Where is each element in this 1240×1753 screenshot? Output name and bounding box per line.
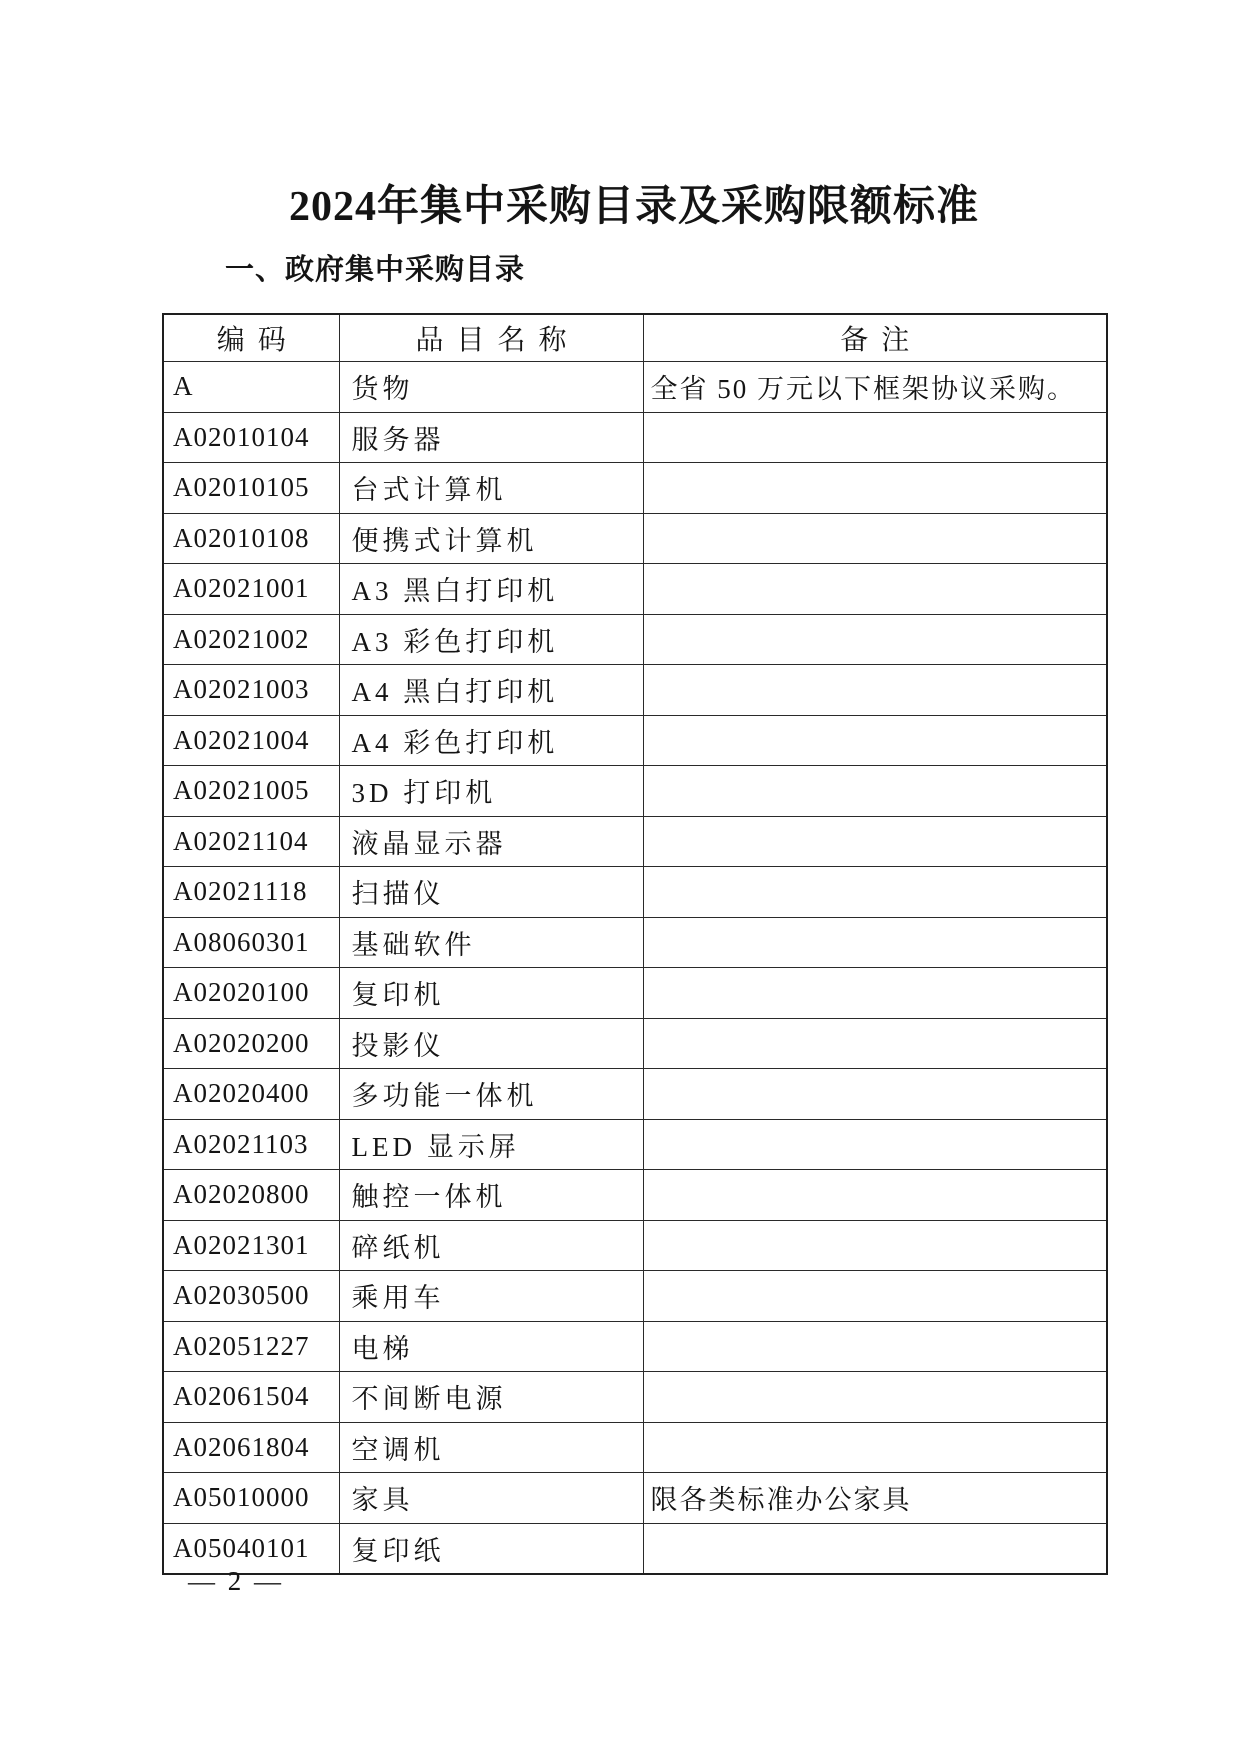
item-name-cell: 不间断电源 (339, 1372, 643, 1423)
code-cell: A02061504 (163, 1372, 339, 1423)
code-cell: A02020800 (163, 1170, 339, 1221)
table-row (163, 1220, 1107, 1271)
remarks-cell (643, 1321, 1107, 1372)
remarks-cell (643, 513, 1107, 564)
remarks-cell (643, 1069, 1107, 1120)
table-header-item-name: 品目名称 (339, 314, 643, 362)
remarks-cell (643, 412, 1107, 463)
remarks-cell (643, 1170, 1107, 1221)
remarks-cell (643, 564, 1107, 615)
procurement-catalog-table (162, 313, 1108, 1575)
table-row (163, 614, 1107, 665)
item-name-cell: 空调机 (339, 1422, 643, 1473)
remarks-cell (643, 1422, 1107, 1473)
code-cell: A02010108 (163, 513, 339, 564)
remarks-cell (643, 1119, 1107, 1170)
item-name-cell: 多功能一体机 (339, 1069, 643, 1120)
item-name-cell: 复印机 (339, 968, 643, 1019)
code-cell: A (163, 362, 339, 413)
table-header-remarks: 备注 (643, 314, 1107, 362)
table-row (163, 665, 1107, 716)
remarks-cell (643, 968, 1107, 1019)
item-name-cell: 3D 打印机 (339, 766, 643, 817)
table-row (163, 1170, 1107, 1221)
code-cell: A02021118 (163, 867, 339, 918)
item-name-cell: 复印纸 (339, 1523, 643, 1574)
item-name-cell: 货物 (339, 362, 643, 413)
code-cell: A02021103 (163, 1119, 339, 1170)
remarks-cell (643, 715, 1107, 766)
code-cell: A02061804 (163, 1422, 339, 1473)
remarks-cell: 全省 50 万元以下框架协议采购。 (643, 362, 1107, 413)
code-cell: A02021004 (163, 715, 339, 766)
table-row (163, 1422, 1107, 1473)
table-body (163, 362, 1107, 1575)
item-name-cell: LED 显示屏 (339, 1119, 643, 1170)
remarks-cell (643, 665, 1107, 716)
item-name-cell: A4 黑白打印机 (339, 665, 643, 716)
table-row (163, 1018, 1107, 1069)
remarks-cell (643, 917, 1107, 968)
remarks-cell (643, 1018, 1107, 1069)
table-row (163, 867, 1107, 918)
item-name-cell: A3 黑白打印机 (339, 564, 643, 615)
item-name-cell: 液晶显示器 (339, 816, 643, 867)
table-row (163, 1271, 1107, 1322)
code-cell: A02030500 (163, 1271, 339, 1322)
remarks-cell: 限各类标准办公家具 (643, 1473, 1107, 1524)
table-row (163, 1372, 1107, 1423)
item-name-cell: 基础软件 (339, 917, 643, 968)
code-cell: A02021002 (163, 614, 339, 665)
table-header-row (163, 314, 1107, 362)
code-cell: A02010105 (163, 463, 339, 514)
remarks-cell (643, 1372, 1107, 1423)
item-name-cell: A4 彩色打印机 (339, 715, 643, 766)
remarks-cell (643, 1523, 1107, 1574)
section-heading: 一、政府集中采购目录 (225, 254, 526, 287)
code-cell: A02021104 (163, 816, 339, 867)
table-row (163, 1321, 1107, 1372)
item-name-cell: 服务器 (339, 412, 643, 463)
remarks-cell (643, 463, 1107, 514)
code-cell: A02020400 (163, 1069, 339, 1120)
remarks-cell (643, 867, 1107, 918)
code-cell: A08060301 (163, 917, 339, 968)
table-row (163, 1119, 1107, 1170)
table-row (163, 463, 1107, 514)
table-row (163, 1523, 1107, 1574)
code-cell: A02051227 (163, 1321, 339, 1372)
item-name-cell: 电梯 (339, 1321, 643, 1372)
table-row (163, 513, 1107, 564)
code-cell: A05010000 (163, 1473, 339, 1524)
item-name-cell: 触控一体机 (339, 1170, 643, 1221)
item-name-cell: 投影仪 (339, 1018, 643, 1069)
table-row (163, 412, 1107, 463)
item-name-cell: 家具 (339, 1473, 643, 1524)
item-name-cell: 便携式计算机 (339, 513, 643, 564)
table-row (163, 1069, 1107, 1120)
code-cell: A02020100 (163, 968, 339, 1019)
page-number: — 2 — (188, 1566, 284, 1596)
table-row (163, 968, 1107, 1019)
item-name-cell: A3 彩色打印机 (339, 614, 643, 665)
table-row (163, 362, 1107, 413)
table-row (163, 564, 1107, 615)
code-cell: A02010104 (163, 412, 339, 463)
page-title: 2024年集中采购目录及采购限额标准 (288, 184, 979, 230)
table-row (163, 816, 1107, 867)
code-cell: A05040101 (163, 1523, 339, 1574)
document-page (162, 185, 1106, 1575)
table-header (163, 314, 1107, 362)
item-name-cell: 碎纸机 (339, 1220, 643, 1271)
code-cell: A02021301 (163, 1220, 339, 1271)
table-header-code: 编码 (163, 314, 339, 362)
table-row (163, 715, 1107, 766)
item-name-cell: 乘用车 (339, 1271, 643, 1322)
remarks-cell (643, 614, 1107, 665)
code-cell: A02021001 (163, 564, 339, 615)
remarks-cell (643, 1271, 1107, 1322)
item-name-cell: 台式计算机 (339, 463, 643, 514)
remarks-cell (643, 766, 1107, 817)
table-row (163, 766, 1107, 817)
remarks-cell (643, 816, 1107, 867)
code-cell: A02021003 (163, 665, 339, 716)
remarks-cell (643, 1220, 1107, 1271)
code-cell: A02021005 (163, 766, 339, 817)
table-row (163, 1473, 1107, 1524)
table-row (163, 917, 1107, 968)
item-name-cell: 扫描仪 (339, 867, 643, 918)
code-cell: A02020200 (163, 1018, 339, 1069)
